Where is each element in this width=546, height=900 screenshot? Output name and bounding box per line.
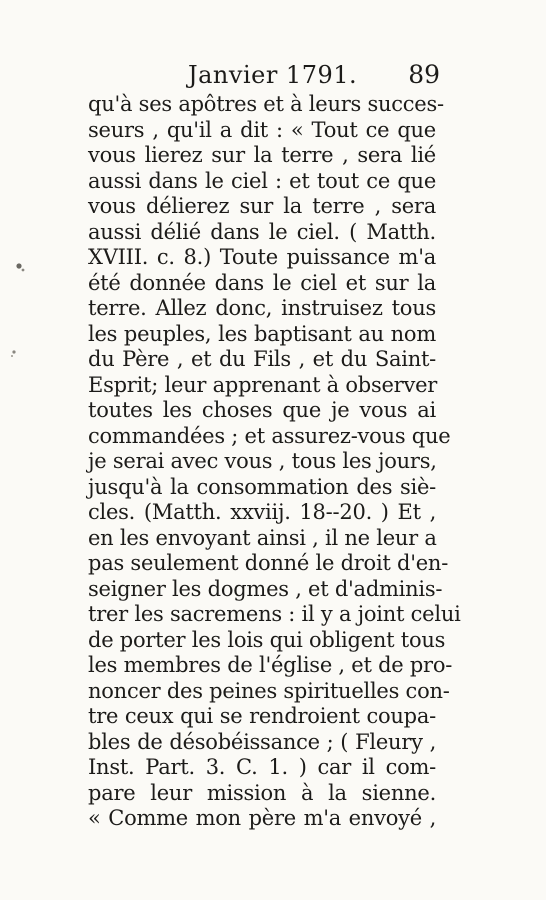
ink-speck	[22, 269, 25, 272]
text-line: vous lierez sur la terre , sera lié	[88, 143, 436, 167]
text-line: jusqu'à la consommation des siè-	[88, 474, 436, 499]
text-line: Inst. Part. 3. C. 1. ) car il com-	[88, 755, 436, 779]
body-text	[88, 92, 461, 832]
ink-speck	[16, 263, 21, 268]
text-line: les peuples, les baptisant au nom	[88, 321, 436, 346]
text-line: terre. Allez donc, instruisez tous	[88, 296, 436, 320]
text-line: pas seulement donné le droit d'en-	[88, 551, 449, 575]
text-line: toutes les choses que je vous ai	[88, 398, 436, 422]
text-line: cles. (Matth. xxviij. 18--20. ) Et ,	[88, 500, 436, 524]
ink-speck	[12, 350, 15, 353]
text-line: aussi dans le ciel : et tout ce que	[88, 168, 436, 193]
text-line: de porter les lois qui obligent tous	[88, 627, 446, 652]
text-line: « Comme mon père m'a envoyé ,	[88, 806, 436, 830]
text-line: pare leur mission à la sienne.	[88, 780, 436, 805]
ink-speck	[11, 355, 13, 357]
text-line: en les envoyant ainsi , il ne leur a	[88, 525, 437, 550]
text-line: XVIII. c. 8.) Toute puissance m'a	[88, 245, 436, 269]
text-line: qu'à ses apôtres et à leurs succes-	[88, 92, 444, 116]
text-line: tre ceux qui se rendroient coupa-	[88, 704, 436, 728]
text-line: seurs , qu'il a dit : « Tout ce que	[88, 117, 436, 142]
page-number: 89	[408, 60, 440, 89]
text-line: les membres de l'église , et de pro-	[88, 653, 453, 677]
text-line: seigner les dogmes , et d'adminis-	[88, 576, 443, 601]
text-line: vous délierez sur la terre , sera	[88, 194, 436, 218]
text-line: trer les sacremens : il y a joint celui	[88, 602, 461, 626]
text-line: Esprit; leur apprenant à observer	[88, 372, 438, 397]
running-head: Janvier 1791.	[188, 61, 358, 89]
text-line: été donnée dans le ciel et sur la	[88, 270, 436, 295]
text-line: du Père , et du Fils , et du Saint-	[88, 347, 436, 371]
text-line: aussi délié dans le ciel. ( Matth.	[88, 219, 436, 244]
page-header	[88, 58, 440, 92]
text-line: bles de désobéissance ; ( Fleury ,	[88, 729, 436, 754]
text-line: je serai avec vous , tous les jours,	[88, 449, 437, 473]
text-line: commandées ; et assurez-vous que	[88, 423, 451, 448]
text-line: noncer des peines spirituelles con-	[88, 678, 450, 703]
